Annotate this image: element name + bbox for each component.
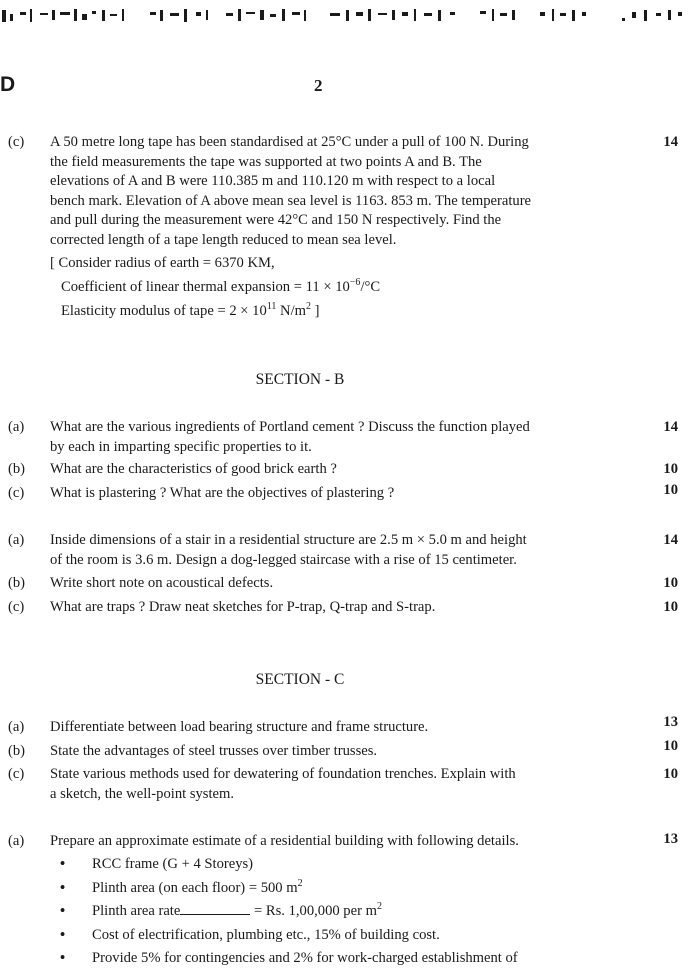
text-line: and pull during the measurement were 42°C and 150 N respectively. Find the	[50, 212, 502, 228]
unit-exponent: 2	[376, 901, 382, 913]
question-text	[50, 484, 638, 504]
list-item	[60, 855, 650, 879]
question-text	[50, 742, 638, 762]
marks: 10	[663, 482, 678, 498]
text-line: State the advantages of steel trusses over timber trusses.	[50, 743, 378, 759]
text-line: A 50 metre long tape has been standardised at 25°C under a pull of 100 N. During	[50, 134, 529, 150]
text-line: elevations of A and B were 110.385 m and 110.120 m with respect to a local	[50, 173, 496, 189]
scan-noise-strip	[0, 0, 688, 34]
text-line: State various methods used for dewatering of foundation trenches. Explain with	[50, 766, 516, 782]
marks: 14	[663, 134, 678, 150]
question-text	[50, 832, 638, 852]
text-line: the field measurements the tape was supported at two points A and B. The	[50, 153, 482, 170]
text-line: What is plastering ? What are the objectives of plastering ?	[50, 485, 395, 501]
bullet-icon: •	[60, 950, 66, 966]
bullet-icon: •	[60, 879, 66, 896]
paper-code-letter: D	[0, 73, 16, 96]
text-line: What are the characteristics of good brick earth ?	[50, 461, 337, 477]
marks: 10	[663, 575, 678, 591]
marks: 13	[663, 831, 678, 847]
list-item	[60, 879, 650, 903]
list-item	[60, 926, 650, 950]
given-data-elasticity	[50, 302, 638, 322]
elas-close: ]	[310, 303, 320, 319]
list-item	[60, 949, 650, 973]
unit-exponent: 2	[297, 877, 303, 889]
marks: 13	[663, 714, 678, 730]
question-text	[50, 418, 638, 457]
part-label: (a)	[8, 532, 25, 548]
coef-text: Coefficient of linear thermal expansion = 11 × 10	[61, 278, 350, 295]
part-label: (a)	[8, 833, 25, 849]
list-item-text	[92, 902, 382, 922]
page-number: 2	[314, 76, 323, 95]
plinth-rate-label: Plinth area rate	[92, 903, 181, 919]
section-b-heading: SECTION - B	[255, 371, 345, 388]
list-item-text: Provide 5% for contingencies and 2% for work-charged establishment of	[92, 950, 518, 966]
list-item	[60, 902, 650, 926]
section-c-heading: SECTION - C	[255, 671, 345, 688]
question-text	[50, 531, 638, 570]
scan-noise-graphic	[0, 0, 688, 34]
part-label: (a)	[8, 719, 25, 735]
coef-exponent: −6	[349, 276, 361, 288]
text-line: bench mark. Elevation of A above mean sea level is 1163. 853 m. The temperature	[50, 192, 532, 209]
text-line: Inside dimensions of a stair in a residential structure are 2.5 m × 5.0 m and height	[50, 532, 527, 548]
part-label: (a)	[8, 419, 25, 435]
text-line: What are the various ingredients of Portland cement ? Discuss the function played	[50, 419, 530, 435]
coef-unit: /°C	[360, 278, 381, 295]
text-line: Differentiate between load bearing structure and frame structure.	[50, 719, 429, 735]
part-label: (c)	[8, 599, 25, 615]
text-line: corrected length of a tape length reduced to mean sea level.	[50, 231, 397, 248]
fill-blank-line	[180, 902, 250, 915]
question-text	[50, 718, 638, 738]
given-data-coefficient	[50, 278, 638, 298]
question-text	[50, 765, 638, 804]
text-line: by each in imparting specific properties to it.	[50, 438, 312, 455]
marks: 10	[663, 766, 678, 782]
marks: 10	[663, 738, 678, 754]
plinth-rate-value: = Rs. 1,00,000 per m	[250, 903, 377, 919]
given-data-consider: [ Consider radius of earth = 6370 KM,	[50, 255, 275, 271]
list-item-text	[92, 879, 303, 899]
marks: 10	[663, 461, 678, 477]
text-line: a sketch, the well-point system.	[50, 785, 235, 802]
part-label: (b)	[8, 743, 26, 759]
list-item-text: RCC frame (G + 4 Storeys)	[92, 856, 254, 872]
bullet-icon: •	[60, 856, 66, 872]
bullet-icon: •	[60, 903, 66, 919]
marks: 14	[663, 532, 678, 548]
part-label: (c)	[8, 485, 25, 501]
marks: 10	[663, 599, 678, 615]
estimate-details-list	[60, 855, 650, 973]
text-line: What are traps ? Draw neat sketches for P-trap, Q-trap and S-trap.	[50, 599, 436, 615]
bullet-icon: •	[60, 926, 66, 943]
marks: 14	[663, 419, 678, 435]
question-text	[50, 133, 638, 322]
part-label: (b)	[8, 575, 26, 591]
list-item-text: Cost of electrification, plumbing etc., 15% of building cost.	[92, 926, 440, 943]
elas-exponent: 11	[266, 301, 277, 313]
elas-text: Elasticity modulus of tape = 2 × 10	[61, 303, 267, 319]
text-line: of the room is 3.6 m. Design a dog-legged staircase with a rise of 15 centimeter.	[50, 551, 517, 568]
plinth-area-text: Plinth area (on each floor) = 500 m	[92, 879, 298, 896]
part-label: (b)	[8, 461, 26, 477]
question-text	[50, 460, 638, 480]
question-text	[50, 574, 638, 594]
text-line: Prepare an approximate estimate of a residential building with following details.	[50, 833, 519, 849]
elas-unit: N/m	[276, 303, 306, 319]
text-line: Write short note on acoustical defects.	[50, 575, 274, 591]
part-label: (c)	[8, 766, 25, 782]
elas-unit-exponent: 2	[305, 301, 311, 313]
question-text	[50, 598, 638, 618]
part-label: (c)	[8, 134, 25, 150]
